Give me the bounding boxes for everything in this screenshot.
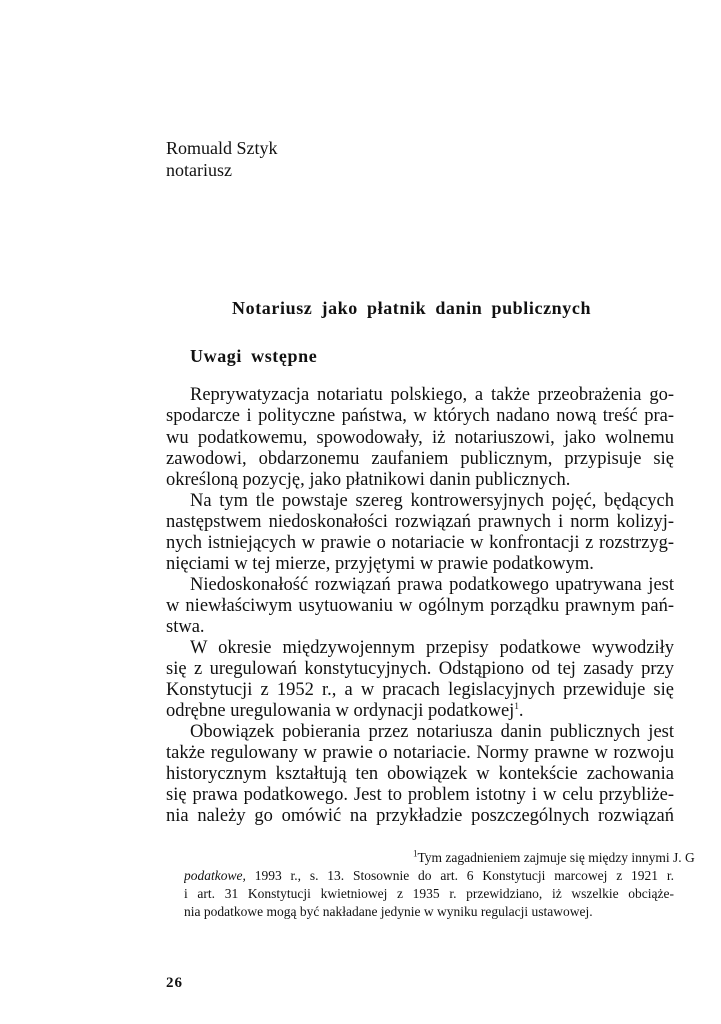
body-line: stwa. — [166, 617, 205, 637]
body-line: Niedoskonałość rozwiązań prawa podatkowego upatrywana jest — [190, 575, 674, 595]
body-line: nych istniejących w prawie o notariacie w konfrontacji z rozstrzyg- — [166, 533, 674, 553]
body-line: W okresie międzywojennym przepisy podatkowe wywodziły — [190, 638, 674, 658]
footnote-line — [184, 867, 674, 885]
footnote-line: i art. 31 Konstytucji kwietniowej z 1935 r. przewidziano, iż wszelkie obciąże- — [184, 886, 674, 901]
body-line: Konstytucji z 1952 r., a w pracach legislacyjnych przewiduje się — [166, 680, 674, 700]
page-number: 26 — [166, 975, 183, 991]
body-line: historycznym kształtują ten obowiązek w kontekście zachowania — [166, 764, 674, 784]
footnote-line — [413, 849, 721, 867]
article-title: Notariusz jako płatnik danin publicznych — [232, 298, 592, 318]
body-line: się z uregulowań konstytucyjnych. Odstąpiono od tej zasady przy — [166, 659, 674, 679]
author-name: Romuald Sztyk — [166, 138, 278, 158]
footnote-marker: 1 — [413, 849, 418, 859]
body-line-with-footnote — [166, 700, 523, 722]
body-line: nięciami w tej mierze, przyjętymi w prawie podatkowym. — [166, 554, 594, 574]
body-line: spodarcze i polityczne państwa, w których nadano nową treść pra- — [166, 406, 674, 426]
body-line: następstwem niedoskonałości rozwiązań prawnych i norm kolizyj- — [166, 512, 674, 532]
body-line: wu podatkowemu, spowodowały, iż notariuszowi, jako wolnemu — [166, 428, 674, 448]
body-line: określoną pozycję, jako płatnikowi danin publicznych. — [166, 470, 571, 490]
body-line: w niewłaściwym usytuowaniu w ogólnym porządku prawnym pań- — [166, 596, 674, 616]
author-role: notariusz — [166, 160, 232, 180]
body-line: także regulowany w prawie o notariacie. Normy prawne w rozwoju — [166, 743, 674, 763]
body-line: zawodowi, obdarzonemu zaufaniem publicznym, przypisuje się — [166, 449, 674, 469]
footnote-text: Tym zagadnieniem zajmuje się między innymi J. G — [417, 850, 695, 865]
footnote-line: nia podatkowe mogą być nakładane jedynie w wyniku regulacji ustawowej. — [184, 904, 593, 919]
body-line: Obowiązek pobierania przez notariusza danin publicznych jest — [190, 722, 674, 742]
footnote-text: 1993 r., s. 13. Stosownie do art. 6 Konstytucji marcowej z 1921 r. — [245, 868, 674, 883]
footnote-reference-suffix: . — [518, 701, 524, 721]
body-line: się prawa podatkowego. Jest to problem istotny i w celu przybliże- — [166, 785, 674, 805]
footnote-italic: podatkowe, — [184, 868, 246, 883]
body-line: Na tym tle powstaje szereg kontrowersyjnych pojęć, będących — [190, 491, 674, 511]
footnote-reference[interactable]: 1 — [514, 700, 519, 711]
body-line: odrębne uregulowania w ordynacji podatkowej — [166, 701, 515, 721]
body-line: Reprywatyzacja notariatu polskiego, a także przeobrażenia go- — [190, 385, 674, 405]
body-line: nia należy go omówić na przykładzie poszczególnych rozwiązań — [166, 806, 674, 826]
section-heading: Uwagi wstępne — [190, 346, 318, 366]
